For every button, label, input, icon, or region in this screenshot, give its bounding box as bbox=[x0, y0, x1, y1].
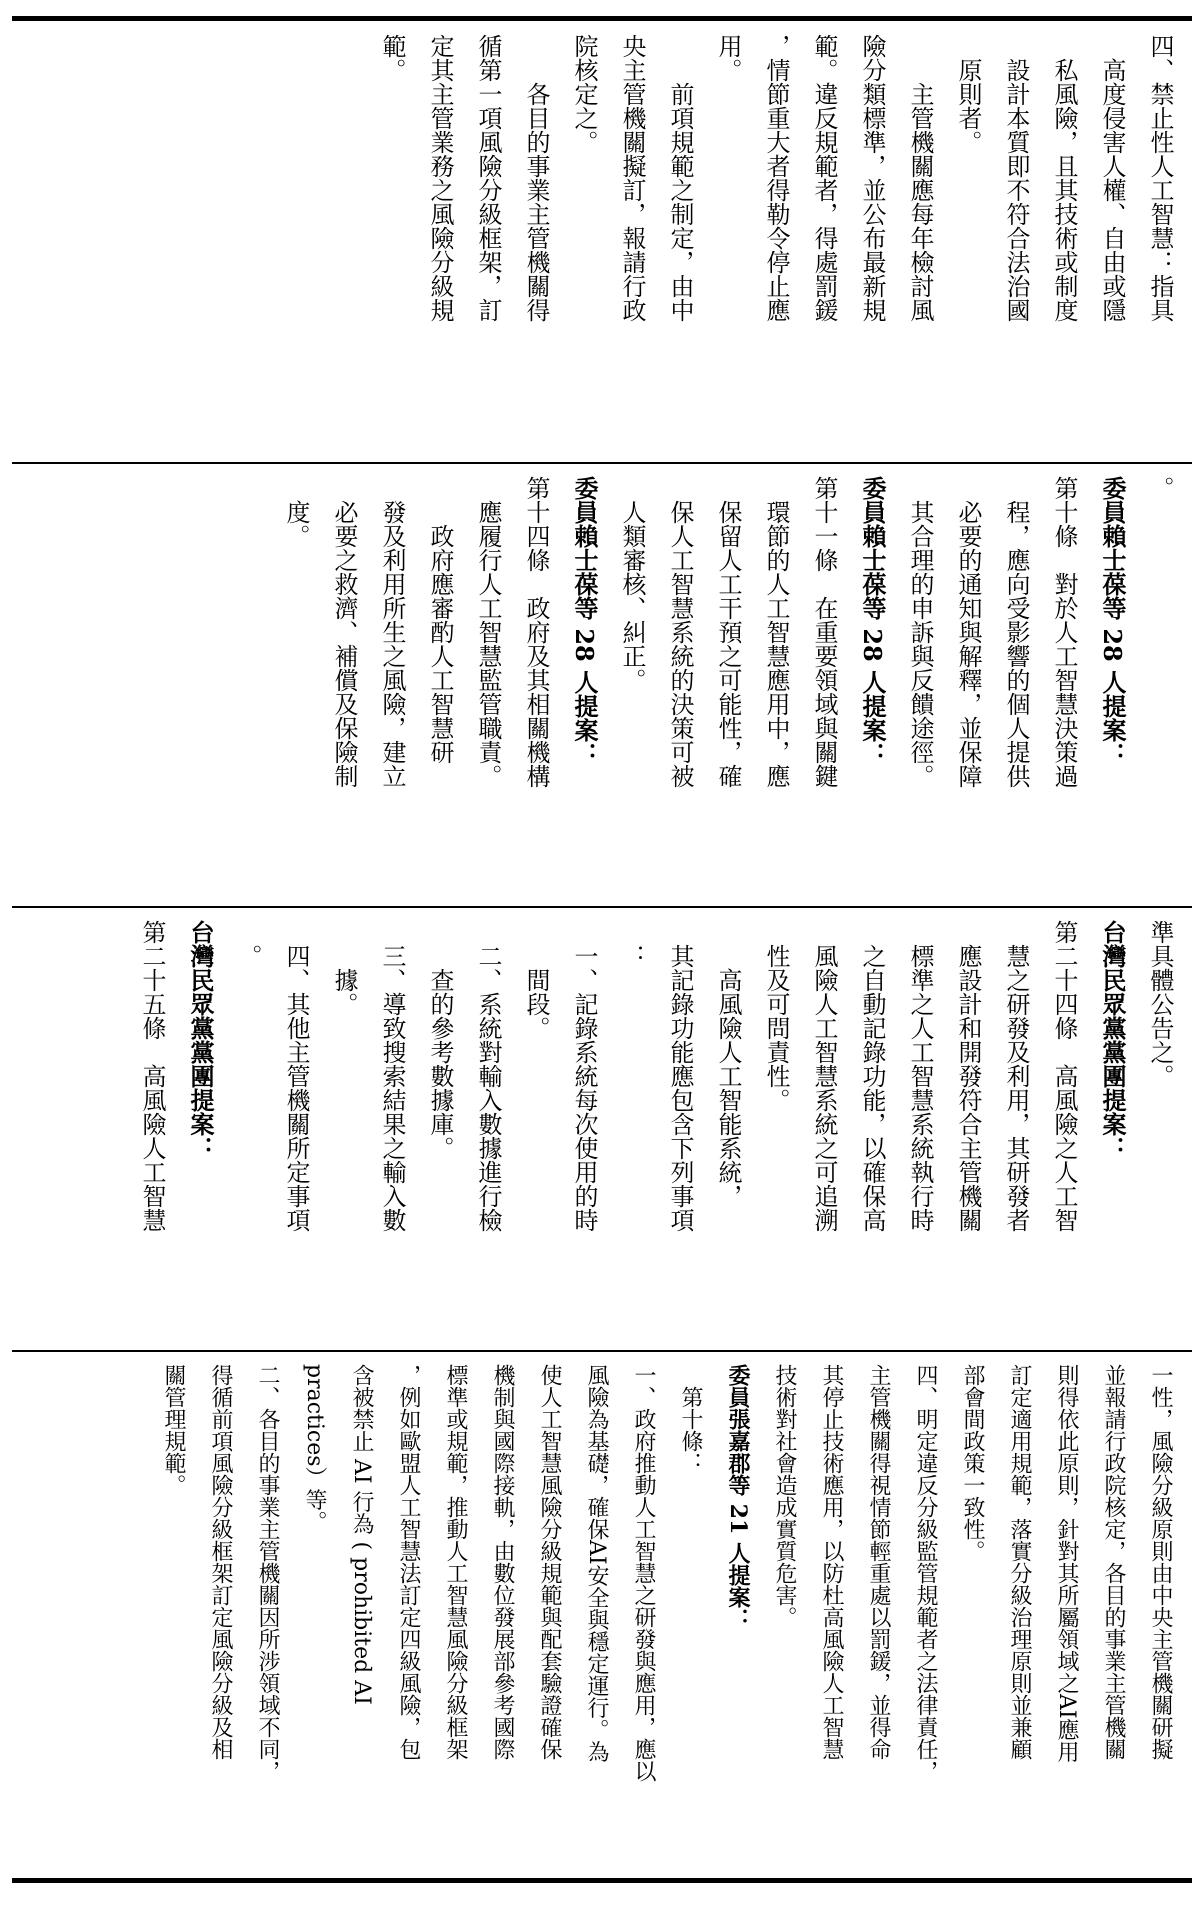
band-separator-2 bbox=[12, 906, 1192, 908]
text-line: practices）等。 bbox=[302, 1364, 327, 1533]
text-line: 第十四條 政府及其相關機構 bbox=[522, 476, 550, 788]
text-line: 台灣民眾黨黨團提案： bbox=[1098, 920, 1127, 1160]
text-line: 人類審核、糾正。 bbox=[618, 476, 646, 692]
text-line: 其停止技術應用，以防杜高風險人工智慧 bbox=[819, 1364, 844, 1760]
text-line: 二、各目的事業主管機關因所涉領域不同， bbox=[255, 1364, 280, 1782]
text-line: 據。 bbox=[330, 920, 358, 1016]
text-line: 定其主管業務之風險分級規 bbox=[426, 34, 454, 322]
text-line: 設計本質即不符合法治國 bbox=[1002, 34, 1030, 322]
text-line: 四、其他主管機關所定事項 bbox=[282, 920, 310, 1232]
text-line: 度。 bbox=[282, 476, 310, 548]
text-line: 一、政府推動人工智慧之研發與應用，應以 bbox=[631, 1364, 656, 1782]
text-line: 訂定適用規範，落實分級治理原則並兼顧 bbox=[1007, 1364, 1032, 1760]
text-line: 間段。 bbox=[522, 920, 550, 1040]
text-line: 查的參考數據庫。 bbox=[426, 920, 454, 1160]
text-line: 風險為基礎，確保AI安全與穩定運行。為 bbox=[584, 1364, 609, 1763]
text-line: ，情節重大者得勒令停止應 bbox=[762, 34, 790, 322]
text-line: 第二十五條 高風險人工智慧 bbox=[138, 920, 166, 1232]
text-line: 第二十四條 高風險之人工智 bbox=[1050, 920, 1078, 1232]
text-line: 含被禁止 AI 行為 ( prohibited AI bbox=[349, 1364, 374, 1705]
text-line: 委員張嘉郡等 21 人提案： bbox=[725, 1364, 751, 1630]
text-line: 四、明定違反分級監管規範者之法律責任， bbox=[913, 1364, 938, 1782]
text-line: 保留人工干預之可能性，確 bbox=[714, 476, 742, 788]
text-line: 台灣民眾黨黨團提案： bbox=[186, 920, 215, 1160]
text-line: 委員賴士葆等 28 人提案： bbox=[570, 476, 599, 767]
text-line: 第十條 對於人工智慧決策過 bbox=[1050, 476, 1078, 788]
text-line: 主管機關得視情節輕重處以罰鍰，並得命 bbox=[866, 1364, 891, 1760]
text-line: 二、系統對輸入數據進行檢 bbox=[474, 920, 502, 1232]
text-line: 循第一項風險分級框架，訂 bbox=[474, 34, 502, 322]
text-line: 。 bbox=[234, 920, 262, 968]
band-3 bbox=[12, 910, 1192, 1348]
text-line: 關管理規範。 bbox=[161, 1364, 186, 1496]
text-line: 其合理的申訴與反饋途徑。 bbox=[906, 476, 934, 788]
text-line: 發及利用所生之風險，建立 bbox=[378, 476, 406, 788]
text-line: 主管機關應每年檢討風 bbox=[906, 34, 934, 322]
text-line: 險分類標準，並公布最新規 bbox=[858, 34, 886, 322]
text-line: 。 bbox=[1146, 476, 1174, 500]
text-line: 程，應向受影響的個人提供 bbox=[1002, 476, 1030, 788]
text-line: 並報請行政院核定，各目的事業主管機關 bbox=[1101, 1364, 1126, 1760]
text-line: 慧之研發及利用，其研發者 bbox=[1002, 920, 1030, 1232]
text-line: 第十一條 在重要領域與關鍵 bbox=[810, 476, 838, 788]
text-line: 委員賴士葆等 28 人提案： bbox=[1098, 476, 1127, 767]
text-line: 部會間政策一致性。 bbox=[960, 1364, 985, 1562]
text-line: 第十條： bbox=[678, 1364, 703, 1474]
text-line: 各目的事業主管機關得 bbox=[522, 34, 550, 322]
text-line: 央主管機關擬訂，報請行政 bbox=[618, 34, 646, 322]
band-4 bbox=[12, 1354, 1192, 1874]
top-rule bbox=[12, 16, 1192, 21]
text-line: 院核定之。 bbox=[570, 34, 598, 154]
text-line: 高風險人工智能系統， bbox=[714, 920, 742, 1208]
text-line: 機制與國際接軌，由數位發展部參考國際 bbox=[490, 1364, 515, 1760]
text-line: 技術對社會造成實質危害。 bbox=[772, 1364, 797, 1628]
text-line: ： bbox=[618, 920, 646, 968]
text-line: 應設計和開發符合主管機關 bbox=[954, 920, 982, 1232]
band-separator-1 bbox=[12, 462, 1192, 464]
text-line: 之自動記錄功能，以確保高 bbox=[858, 920, 886, 1232]
band-2-text bbox=[14, 476, 1184, 896]
bottom-rule bbox=[12, 1878, 1192, 1883]
text-line: 高度侵害人權、自由或隱 bbox=[1098, 34, 1126, 322]
band-2 bbox=[12, 466, 1192, 904]
text-line: 則得依此原則，針對其所屬領域之AI應用 bbox=[1054, 1364, 1079, 1763]
text-line: 得循前項風險分級框架訂定風險分級及相 bbox=[208, 1364, 233, 1760]
text-line: 委員賴士葆等 28 人提案： bbox=[858, 476, 887, 767]
text-line: 標準或規範，推動人工智慧風險分級框架 bbox=[443, 1364, 468, 1760]
text-line: 四、禁止性人工智慧：指具 bbox=[1146, 34, 1174, 322]
text-line: ，例如歐盟人工智慧法訂定四級風險，包 bbox=[396, 1364, 421, 1760]
text-line: 用。 bbox=[714, 34, 742, 82]
text-line: 其記錄功能應包含下列事項 bbox=[666, 920, 694, 1232]
text-line: 標準之人工智慧系統執行時 bbox=[906, 920, 934, 1232]
text-line: 範。違反規範者，得處罰鍰 bbox=[810, 34, 838, 322]
band-separator-3 bbox=[12, 1350, 1192, 1352]
band-3-text bbox=[14, 920, 1184, 1340]
band-4-text bbox=[14, 1364, 1184, 1869]
text-line: 前項規範之制定，由中 bbox=[666, 34, 694, 322]
text-line: 一性，風險分級原則由中央主管機關研擬 bbox=[1148, 1364, 1173, 1760]
text-line: 原則者。 bbox=[954, 34, 982, 154]
band-1-text bbox=[14, 34, 1184, 454]
text-line: 風險人工智慧系統之可追溯 bbox=[810, 920, 838, 1232]
text-line: 性及可問責性。 bbox=[762, 920, 790, 1112]
text-line: 環節的人工智慧應用中，應 bbox=[762, 476, 790, 788]
text-line: 政府應審酌人工智慧研 bbox=[426, 476, 454, 764]
text-line: 私風險，且其技術或制度 bbox=[1050, 34, 1078, 322]
text-line: 必要之救濟、補償及保險制 bbox=[330, 476, 358, 788]
text-line: 範。 bbox=[378, 34, 406, 82]
text-line: 必要的通知與解釋，並保障 bbox=[954, 476, 982, 788]
text-line: 保人工智慧系統的決策可被 bbox=[666, 476, 694, 788]
text-line: 應履行人工智慧監管職責。 bbox=[474, 476, 502, 788]
text-line: 使人工智慧風險分級規範與配套驗證確保 bbox=[537, 1364, 562, 1760]
band-1 bbox=[12, 24, 1192, 462]
text-line: 準具體公告之。 bbox=[1146, 920, 1174, 1088]
text-line: 三、導致搜索結果之輸入數 bbox=[378, 920, 406, 1232]
text-line: 一、記錄系統每次使用的時 bbox=[570, 920, 598, 1232]
